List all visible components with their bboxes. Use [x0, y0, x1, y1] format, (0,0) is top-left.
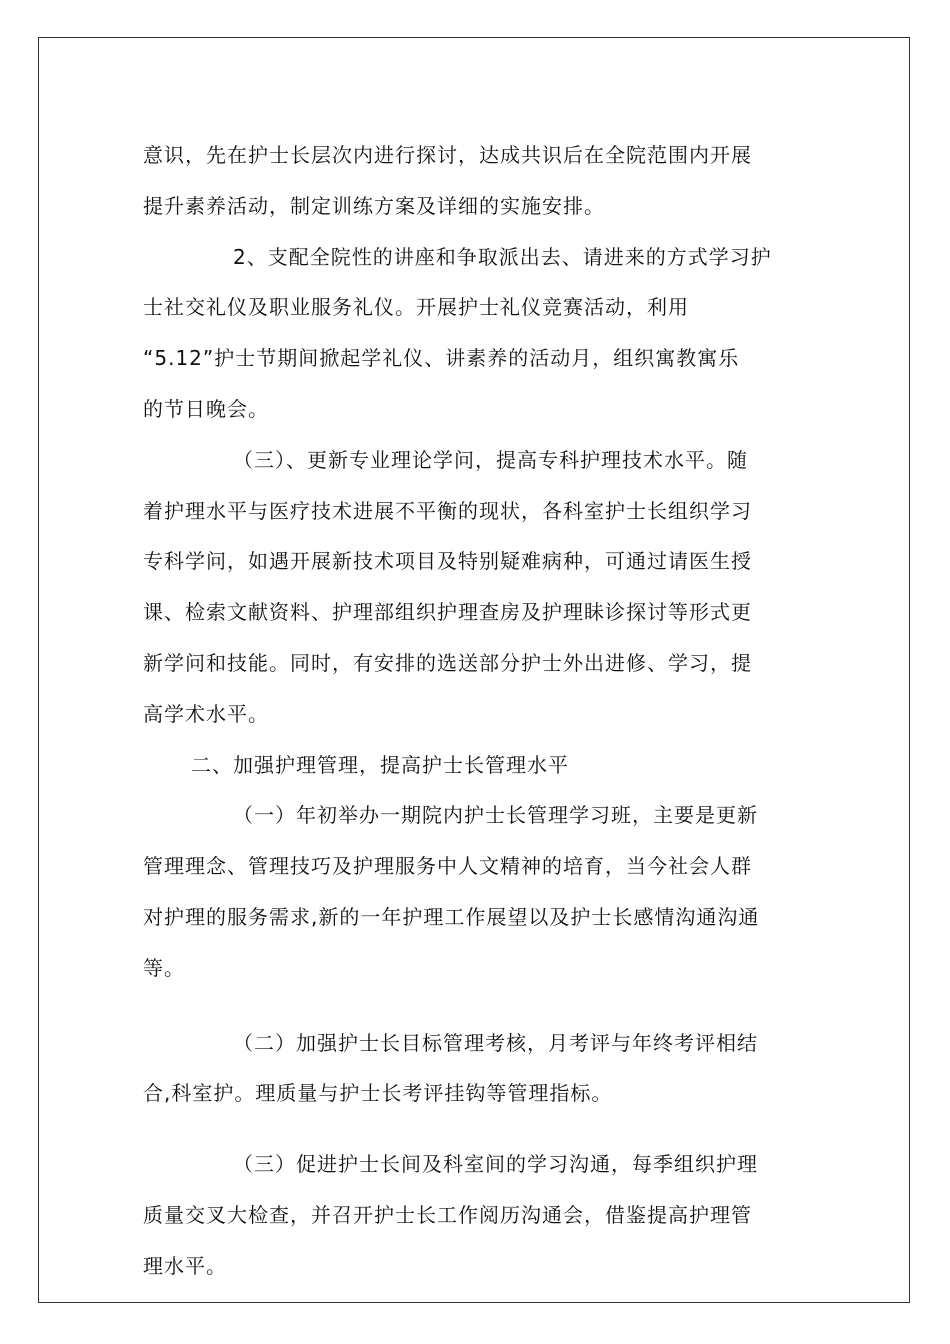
document-body	[143, 130, 805, 1292]
text-line: 士社交礼仪及职业服务礼仪。开展护士礼仪竞赛活动，利用	[143, 295, 689, 320]
text-line: 着护理水平与医疗技术进展不平衡的现状，各科室护士长组织学习	[143, 498, 752, 523]
text-line: 管理理念、管理技巧及护理服务中人文精神的培育，当今社会人群	[143, 854, 752, 879]
text-line: 对护理的服务需求,新的一年护理工作展望以及护士长感情沟通沟通	[143, 904, 760, 929]
section-heading	[143, 740, 805, 791]
paragraph-continuation	[143, 130, 805, 232]
text-line: （三）、更新专业理论学问，提高专科护理技术水平。随	[233, 447, 748, 472]
text-line: 理水平。	[143, 1253, 227, 1278]
paragraph-sub-3	[143, 1139, 805, 1291]
text-line: 提升素养活动，制定训练方案及详细的实施安排。	[143, 193, 605, 218]
text-line: （一）年初举办一期院内护士长管理学习班，主要是更新	[233, 803, 758, 828]
heading-line: 二、加强护理管理，提高护士长管理水平	[191, 752, 569, 777]
text-line: （二）加强护士长目标管理考核，月考评与年终考评相结	[233, 1030, 758, 1055]
text-line: 质量交叉大检查，并召开护士长工作阅历沟通会，借鉴提高护理管	[143, 1202, 752, 1227]
text-line: 新学问和技能。同时，有安排的选送部分护士外出进修、学习，提	[143, 650, 752, 675]
text-line: 高学术水平。	[143, 701, 269, 726]
text-line: 的节日晚会。	[143, 396, 269, 421]
text-line: 意识，先在护士长层次内进行探讨，达成共识后在全院范围内开展	[143, 143, 752, 167]
text-line: 合,科室护。理质量与护士长考评挂钩等管理指标。	[143, 1081, 613, 1106]
paragraph-item-2	[143, 232, 805, 435]
paragraph-sub-2	[143, 1018, 805, 1120]
paragraph-sub-1	[143, 790, 805, 993]
text-line: 等。	[143, 955, 185, 980]
text-line: （三）促进护士长间及科室间的学习沟通，每季组织护理	[233, 1152, 758, 1177]
paragraph-section-3	[143, 435, 805, 740]
text-line: “5.12”护士节期间掀起学礼仪、讲素养的活动月，组织寓教寓乐	[143, 346, 740, 371]
text-line: 专科学问，如遇开展新技术项目及特别疑难病种，可通过请医生授	[143, 549, 752, 574]
text-line: 课、检索文献资料、护理部组织护理查房及护理眛诊探讨等形式更	[143, 600, 752, 625]
text-line: 2、支配全院性的讲座和争取派出去、请进来的方式学习护	[233, 244, 772, 269]
